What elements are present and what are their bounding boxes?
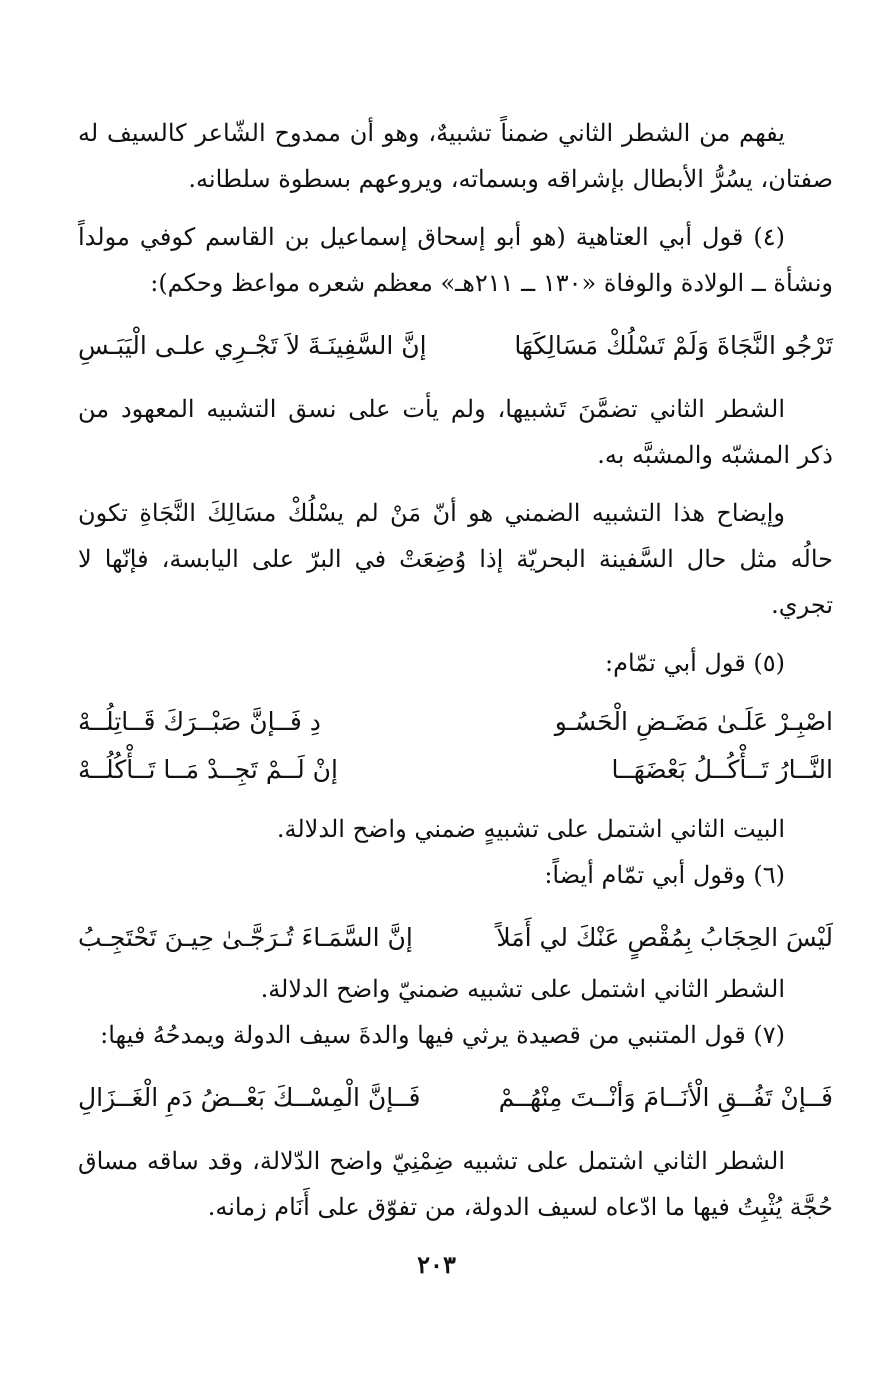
verse-1 [78,318,833,374]
verse-4-second-hemistich: إنَّ السَّمَـاءَ تُـرَجَّـىٰ حِيـنَ تَحْتَجِـبُ [78,923,413,952]
paragraph-6: البيت الثاني اشتمل على تشبيهٍ ضمني واضح الدلالة. [276,815,785,843]
verse-5-second-hemistich: فَــإنَّ الْمِسْــكَ بَعْــضُ دَمِ الْغَــزَالِ [78,1083,421,1112]
verse-2-first-hemistich: اصْبِـرْ عَلَـىٰ مَضَـضِ الْحَسُـو [554,707,833,736]
verse-4 [78,910,833,966]
paragraph-2-abu-al-atahiya-intro: (٤) قول أبي العتاهية (هو أبو إسحاق إسماعيل بن القاسم كوفي مولداً ونشأة ــ الولادة والوفاة «١٣٠ ــ ٢١١هـ» معظم شعره مواعظ وحكم): [78,223,833,297]
verse-5-first-hemistich: فَــإنْ تَفُــقِ الْأنَــامَ وَأنْــتَ مِنْهُــمْ [498,1083,833,1112]
page-number: ٢٠٣ [417,1250,456,1279]
verse-1-second-hemistich: إنَّ السَّفِينَـةَ لاَ تَجْـرِي علـى الْيَبَـسِ [78,331,427,360]
verse-4-first-hemistich: لَيْسَ الحِجَابُ بِمُقْصٍ عَنْكَ لي أَمَلاً [496,923,833,952]
paragraph-10: الشطر الثاني اشتمل على تشبيه ضِمْنِيّ واضح الدّلالة، وقد ساقه مساق حُجَّة يُثْبِتُ فيها ما ادّعاه لسيف الدولة، من تفوّق على أَنَام زمانه. [78,1147,833,1221]
paragraph-7-abu-tammam-intro-2: (٦) وقول أبي تمّام أيضاً: [544,861,785,889]
paragraph-1: يفهم من الشطر الثاني ضمناً تشبيهٌ، وهو أن ممدوح الشّاعر كالسيف له صفتان، يسُرُّ الأبطال بإشراقه وبسماته، ويروعهم بسطوة سلطانه. [78,119,833,193]
verse-2 [78,698,833,746]
paragraph-4: وإيضاح هذا التشبيه الضمني هو أنّ مَنْ لم يسْلُكْ مسَالِكَ النَّجَاةِ تكون حالُه مثل حال السَّفينة البحريّة إذا وُضِعَتْ في البرّ على اليابسة، فإنّها لا تجري. [78,499,833,619]
page-body [78,110,833,1230]
verse-1-first-hemistich: تَرْجُو النَّجَاةَ وَلَمْ تَسْلُكْ مَسَالِكَهَا [514,331,833,360]
verse-3-first-hemistich: النَّــارُ تَــأْكُــلُ بَعْضَهَــا [611,755,833,784]
verse-5 [78,1070,833,1126]
verse-3 [78,746,833,794]
paragraph-3: الشطر الثاني تضمَّنَ تَشبيها، ولم يأت على نسق التشبيه المعهود من ذكر المشبّه والمشبَّه به. [78,395,833,469]
paragraph-8: الشطر الثاني اشتمل على تشبيه ضمنيّ واضح الدلالة. [260,975,785,1003]
paragraph-9-mutanabbi-intro: (٧) قول المتنبي من قصيدة يرثي فيها والدةَ سيف الدولة ويمدحُهُ فيها: [100,1021,785,1049]
paragraph-5-abu-tammam-intro: (٥) قول أبي تمّام: [605,649,785,677]
verse-2-second-hemistich: دِ فَــإنَّ صَبْــرَكَ قَــاتِلُــهْ [78,707,321,736]
verse-3-second-hemistich: إنْ لَــمْ تَجِــدْ مَــا تَــأْكُلُــهْ [78,755,338,784]
